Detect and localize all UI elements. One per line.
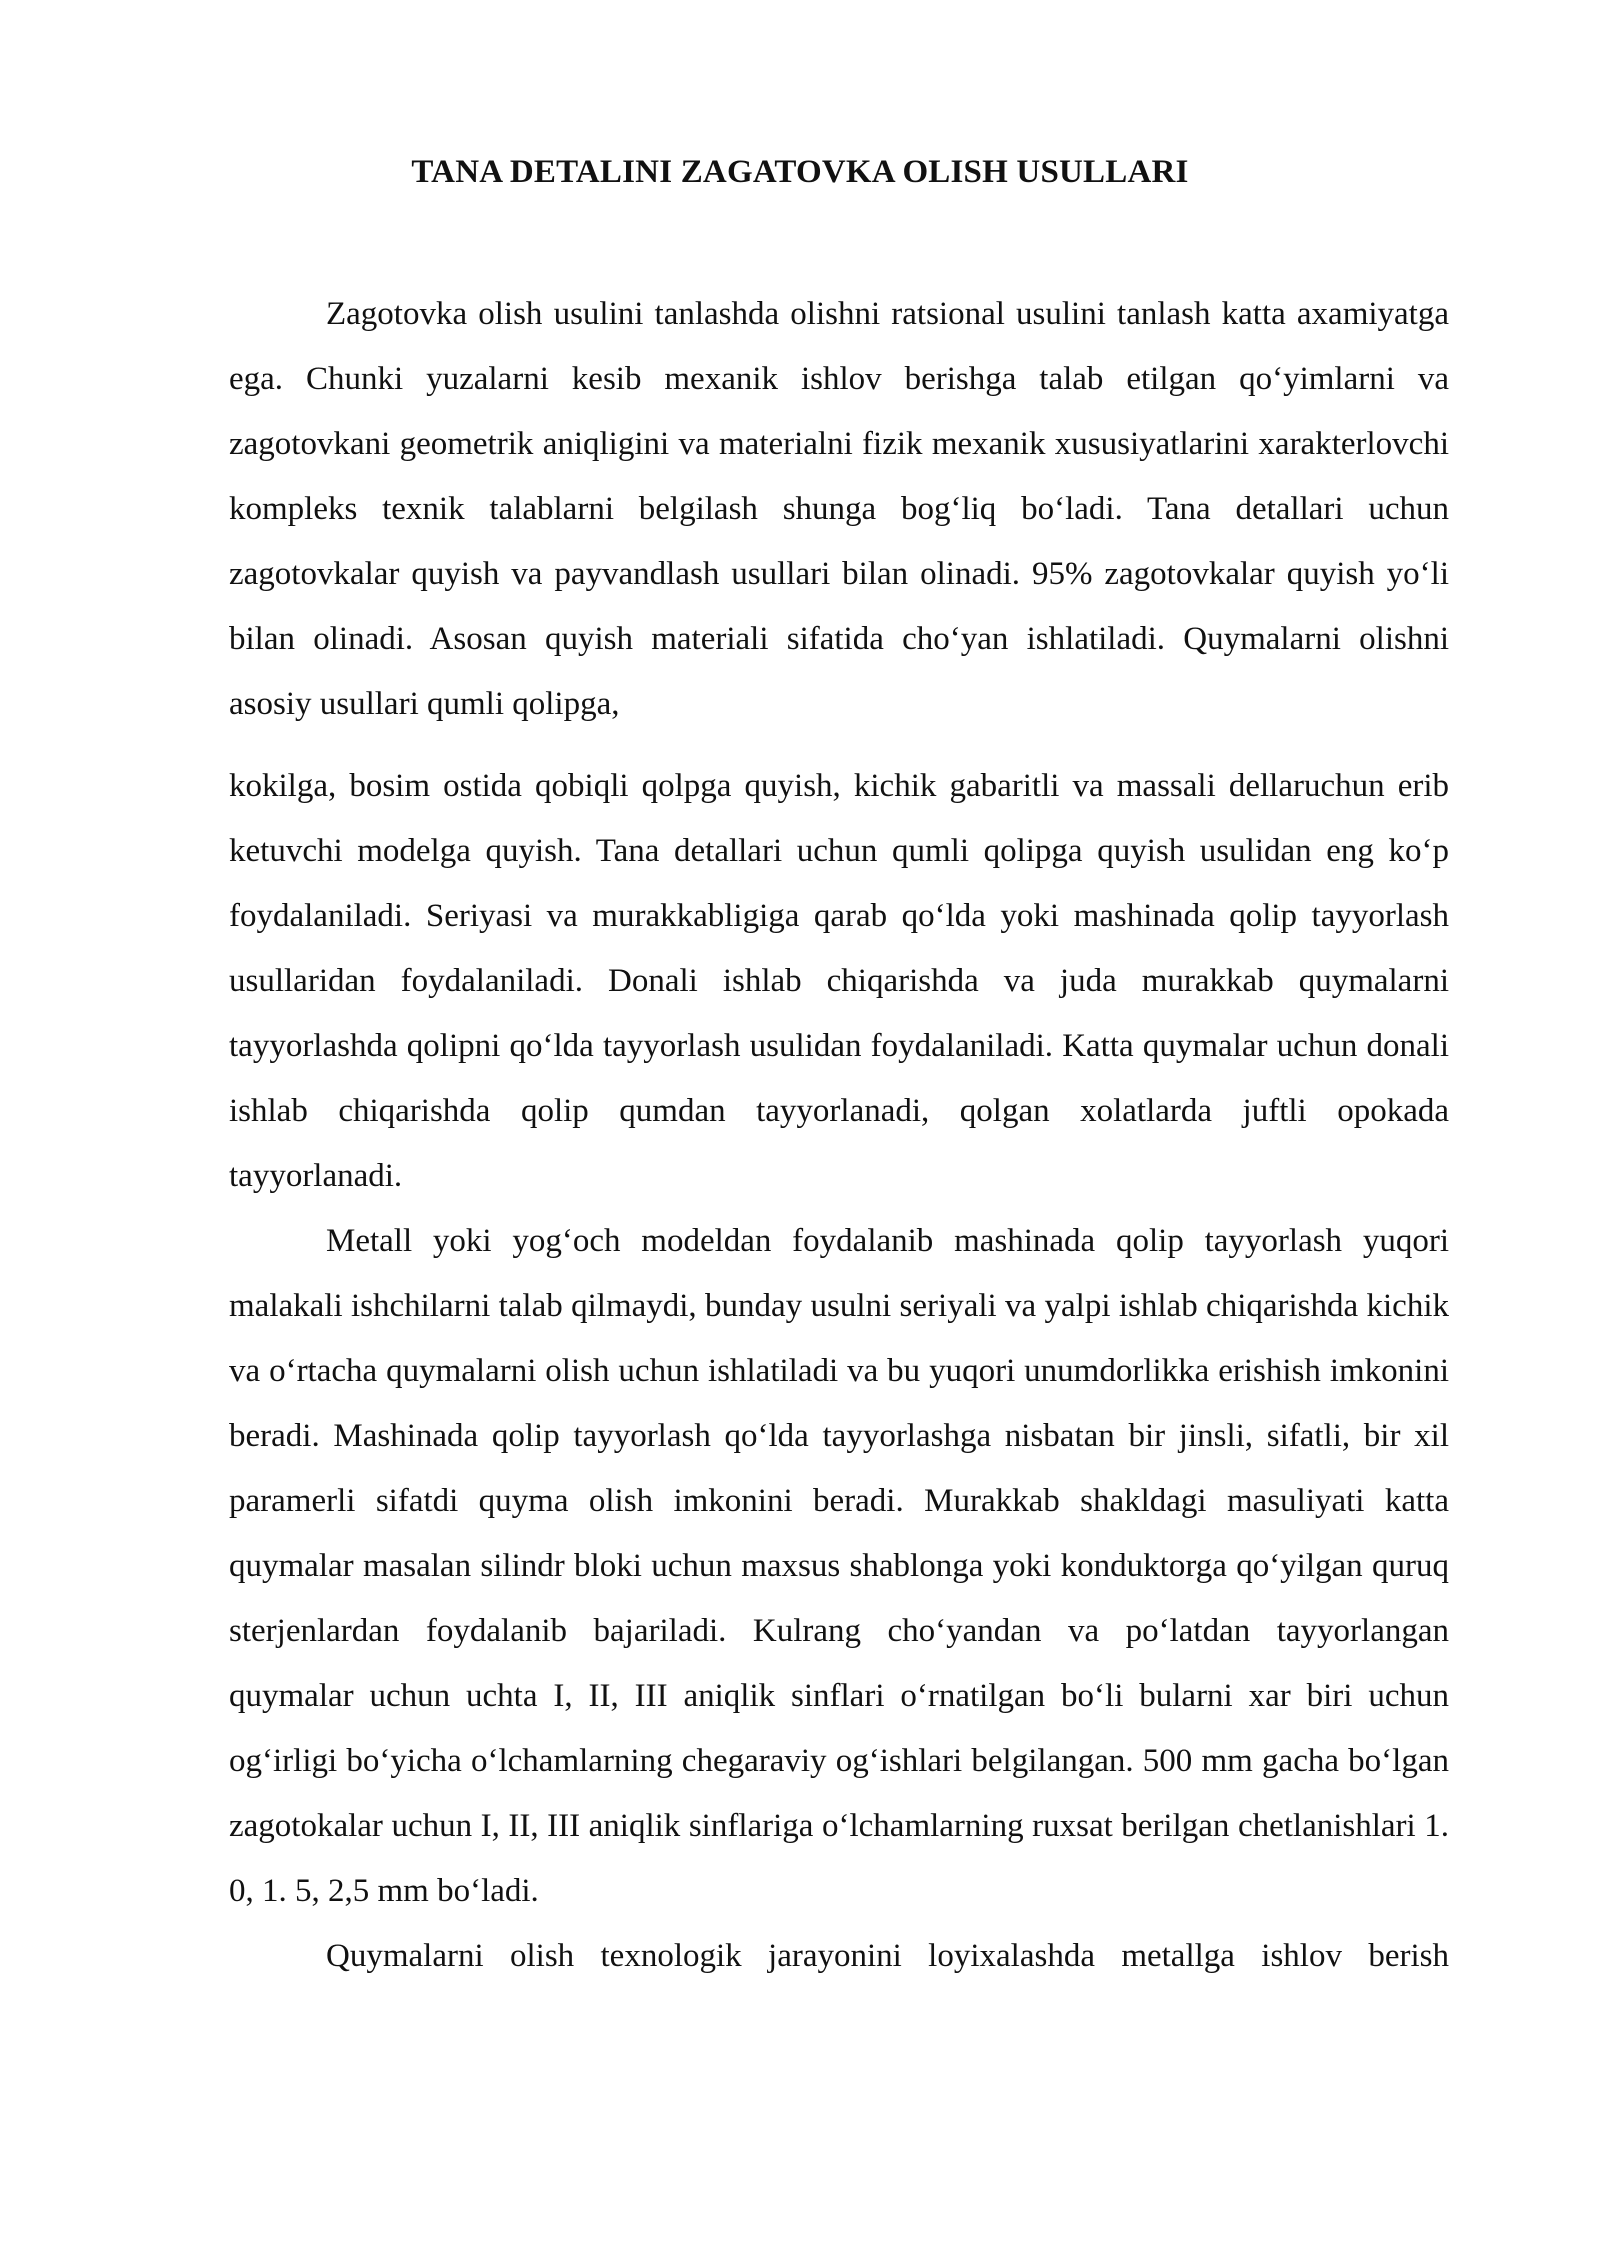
paragraph-4: Quymalarni olish texnologik jarayonini loyixalashda metallga ishlov berish <box>326 1938 1449 1974</box>
paragraph-3: Metall yoki yog‘och modeldan foydalanib mashinada qolip tayyorlash yuqori malakali ishchilarni talab qilmaydi, bunday usulni seriyali va yalpi ishlab chiqarishda kichik va o‘rtacha quymalarni olish uchun ishlatiladi va bu yuqori unumdorlikka erishish imkonini beradi. Mashinada qolip tayyorlash qo‘lda tayyorlashga nisbatan bir jinsli, sifatli, bir xil paramerli sifatdi quyma olish imkonini beradi. Murakkab shakldagi masuliyati katta quymalar masalan silindr bloki uchun maxsus shablonga yoki konduktorga qo‘yilgan quruq sterjenlardan foydalanib bajariladi. Kulrang cho‘yandan va po‘latdan tayyorlangan quymalar uchun uchta I, II, III aniqlik sinflari o‘rnatilgan bo‘li bularni xar biri uchun og‘irligi bo‘yicha o‘lchamlarning chegaraviy og‘ishlari belgilangan. 500 mm gacha bo‘lgan zagotokalar uchun I, II, III aniqlik sinflariga o‘lchamlarning ruxsat berilgan chetlanishlari 1. 0, 1. 5, 2,5 mm bo‘ladi. <box>229 1223 1449 1909</box>
document-body <box>229 282 1449 1989</box>
paragraph-2: kokilga, bosim ostida qobiqli qolpga quyish, kichik gabaritli va massali dellaruchun erib ketuvchi modelga quyish. Tana detallari uchun qumli qolipga quyish usulidan eng ko‘p foydalaniladi. Seriyasi va murakkabligiga qarab qo‘lda yoki mashinada qolip tayyorlash usullaridan foydalaniladi. Donali ishlab chiqarishda va juda murakkab quymalarni tayyorlashda qolipni qo‘lda tayyorlash usulidan foydalaniladi. Katta quymalar uchun donali ishlab chiqarishda qolip qumdan tayyorlanadi, qolgan xolatlarda juftli opokada tayyorlanadi. <box>229 768 1449 1194</box>
document-title: TANA DETALINI ZAGATOVKA OLISH USULLARI <box>411 154 1189 190</box>
paragraph-1: Zagotovka olish usulini tanlashda olishni ratsional usulini tanlash katta axamiyatga ega. Chunki yuzalarni kesib mexanik ishlov berishga talab etilgan qo‘yimlarni va zagotovkani geometrik aniqligini va materialni fizik mexanik xususiyatlarini xarakterlovchi kompleks texnik talablarni belgilash shunga bog‘liq bo‘ladi. Tana detallari uchun zagotovkalar quyish va payvandlash usullari bilan olinadi. 95% zagotovkalar quyish yo‘li bilan olinadi. Asosan quyish materiali sifatida cho‘yan ishlatiladi. Quymalarni olishni asosiy usullari qumli qolipga, <box>229 296 1449 722</box>
